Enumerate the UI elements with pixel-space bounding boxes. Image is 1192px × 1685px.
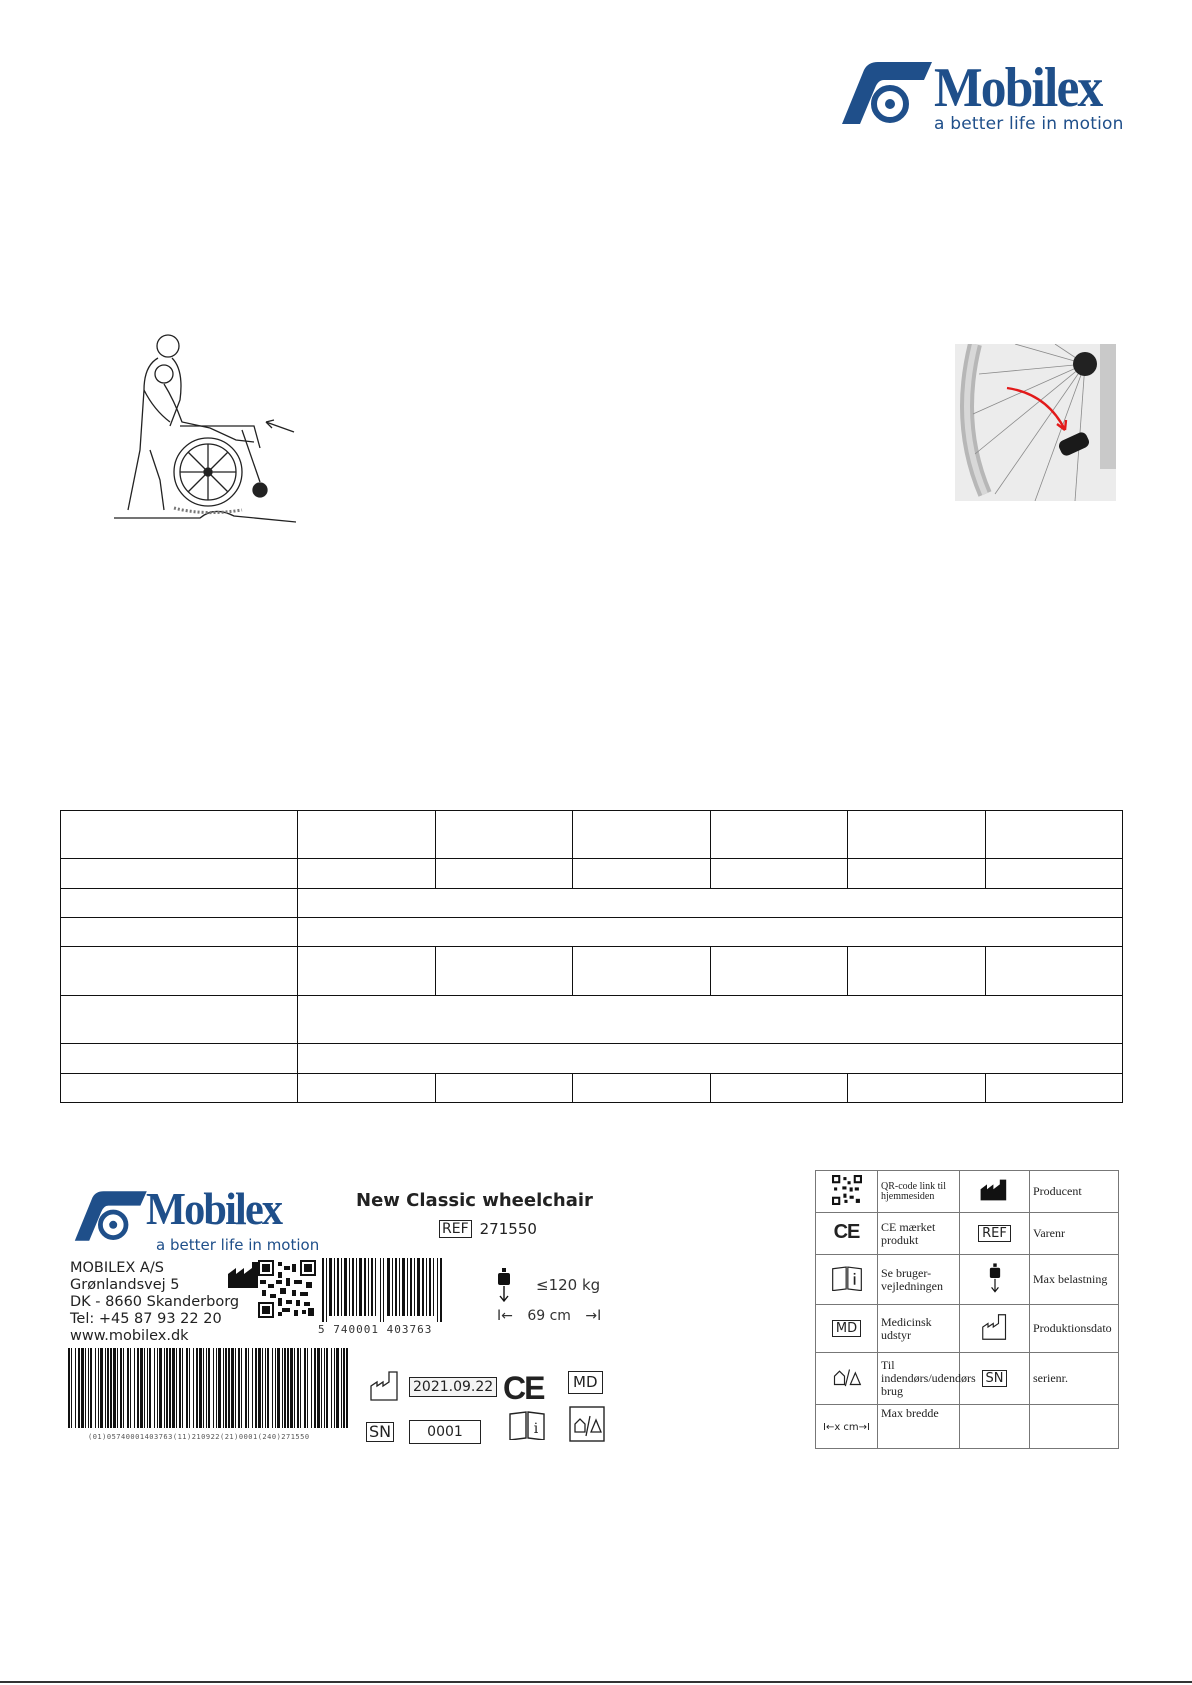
ref-symbol: REF [439, 1220, 472, 1238]
logo-tagline: a better life in motion [934, 114, 1124, 134]
product-label [66, 1180, 626, 1450]
qr-code-icon [258, 1260, 316, 1318]
table-cell [298, 859, 436, 889]
table-cell [573, 1074, 711, 1103]
table-cell [61, 889, 298, 918]
table-cell [435, 859, 573, 889]
product-title: New Classic wheelchair [356, 1190, 593, 1211]
table-cell [710, 947, 848, 996]
table-cell [435, 811, 573, 859]
manufacture-date-icon [369, 1370, 401, 1402]
legend-icon-cell [960, 1305, 1030, 1353]
table-cell [298, 996, 1123, 1044]
table-cell [61, 996, 298, 1044]
table-cell [985, 947, 1123, 996]
legend-row [816, 1255, 1119, 1305]
table-cell [985, 1074, 1123, 1103]
md-symbol: MD [832, 1320, 861, 1337]
logo-wordmark: Mobilex [934, 57, 1102, 119]
sn-symbol: SN [982, 1370, 1008, 1387]
serial-number-field: 0001 [409, 1420, 481, 1444]
width-arrow-left: I← [497, 1308, 513, 1324]
mobilex-swoosh-icon [838, 58, 934, 128]
legend-text: Produktionsdato [1030, 1305, 1119, 1353]
legend-row [816, 1405, 1119, 1449]
table-cell [985, 859, 1123, 889]
table-row [61, 918, 1123, 947]
spec-header-row [61, 811, 1123, 859]
qr-code-icon [832, 1175, 862, 1205]
table-cell [298, 889, 1123, 918]
legend-icon-cell [816, 1353, 878, 1405]
address-line: DK - 8660 Skanderborg [70, 1294, 240, 1310]
max-load-value: ≤120 kg [536, 1276, 601, 1294]
legend-text: Producent [1030, 1171, 1119, 1213]
manufacture-date-icon [981, 1313, 1009, 1341]
table-cell [710, 859, 848, 889]
sn-symbol: SN [366, 1422, 394, 1442]
address-line: Tel: +45 87 93 22 20 [70, 1311, 222, 1327]
gs1-barcode-number: (01)05740001403763(11)210922(21)0001(240)271550 [88, 1433, 310, 1441]
table-cell [61, 947, 298, 996]
production-date-field: 2021.09.22 [409, 1377, 497, 1397]
table-cell [710, 811, 848, 859]
legend-icon-cell [960, 1171, 1030, 1213]
indoor-outdoor-icon [832, 1366, 862, 1388]
label-logo-tagline: a better life in motion [156, 1236, 320, 1254]
table-cell [298, 1044, 1123, 1074]
symbol-legend-table [815, 1170, 1119, 1449]
address-line: www.mobilex.dk [70, 1328, 189, 1344]
table-cell [848, 947, 986, 996]
table-row [61, 859, 1123, 889]
indoor-outdoor-icon [569, 1406, 605, 1442]
table-cell [298, 918, 1123, 947]
legend-icon-cell [816, 1171, 878, 1213]
info-letter: i [533, 1421, 539, 1437]
table-row [61, 996, 1123, 1044]
legend-text: Max belastning [1030, 1255, 1119, 1305]
legend-text [1030, 1405, 1119, 1449]
width-arrow-right: →I [585, 1308, 602, 1324]
table-cell [61, 1044, 298, 1074]
label-logo [70, 1183, 320, 1256]
table-cell [848, 859, 986, 889]
mobilex-swoosh-icon [70, 1188, 150, 1244]
label-logo-wordmark: Mobilex [146, 1183, 282, 1234]
factory-icon [979, 1178, 1011, 1202]
legend-row [816, 1305, 1119, 1353]
table-cell [61, 811, 298, 859]
max-width-field [497, 1308, 601, 1324]
table-cell [710, 1074, 848, 1103]
table-cell [61, 1074, 298, 1103]
legend-text: serienr. [1030, 1353, 1119, 1405]
ce-mark: CE [833, 1221, 860, 1243]
table-cell [298, 947, 436, 996]
legend-icon-cell [816, 1255, 878, 1305]
address-line: MOBILEX A/S [70, 1260, 164, 1276]
max-width-value: 69 cm [527, 1308, 571, 1324]
weight-icon [497, 1268, 511, 1302]
legend-text: Varenr [1030, 1213, 1119, 1255]
barcode-number: 5 740001 403763 [318, 1323, 433, 1336]
table-row [61, 889, 1123, 918]
legend-text: QR-code link til hjemmesiden [878, 1171, 960, 1213]
ce-mark: CE [503, 1370, 544, 1406]
legend-row [816, 1171, 1119, 1213]
table-cell [61, 859, 298, 889]
ref-symbol: REF [978, 1225, 1011, 1242]
weight-icon [989, 1263, 1001, 1293]
ref-field [439, 1220, 537, 1238]
table-cell [298, 1074, 436, 1103]
manufacturer-address [70, 1260, 239, 1345]
wheel-brake-photo [955, 344, 1116, 501]
legend-text: CE mærket produkt [878, 1213, 960, 1255]
ref-value: 271550 [479, 1220, 537, 1238]
legend-icon-cell [960, 1213, 1030, 1255]
table-cell [848, 1074, 986, 1103]
barcode-icon [320, 1258, 444, 1322]
legend-row [816, 1213, 1119, 1255]
table-row [61, 1074, 1123, 1103]
specification-table [60, 810, 1123, 1103]
table-cell [573, 859, 711, 889]
legend-text: Max bredde [878, 1405, 960, 1449]
gs1-barcode-icon [68, 1348, 350, 1432]
md-symbol: MD [568, 1371, 603, 1394]
table-row [61, 947, 1123, 996]
wheelchair-tipping-illustration [114, 330, 296, 530]
user-manual-icon [831, 1265, 863, 1291]
legend-text: Til indendørs/udendørs brug [878, 1353, 960, 1405]
legend-icon-cell [816, 1405, 878, 1449]
table-cell [985, 811, 1123, 859]
legend-icon-cell [960, 1255, 1030, 1305]
legend-row [816, 1353, 1119, 1405]
legend-icon-cell [816, 1305, 878, 1353]
table-cell [61, 918, 298, 947]
table-cell [435, 1074, 573, 1103]
page-bottom-rule [0, 1681, 1192, 1683]
max-width-symbol: I←x cm→I [823, 1421, 870, 1433]
mobilex-logo [838, 56, 1124, 134]
legend-empty-cell [960, 1405, 1030, 1449]
table-cell [848, 811, 986, 859]
table-cell [298, 811, 436, 859]
table-cell [573, 947, 711, 996]
legend-text: Se bruger-vejledningen [878, 1255, 960, 1305]
legend-icon-cell [816, 1213, 878, 1255]
table-cell [573, 811, 711, 859]
address-line: Grønlandsvej 5 [70, 1277, 180, 1293]
table-row [61, 1044, 1123, 1074]
legend-text: Medicinsk udstyr [878, 1305, 960, 1353]
user-manual-icon [508, 1410, 546, 1440]
table-cell [435, 947, 573, 996]
